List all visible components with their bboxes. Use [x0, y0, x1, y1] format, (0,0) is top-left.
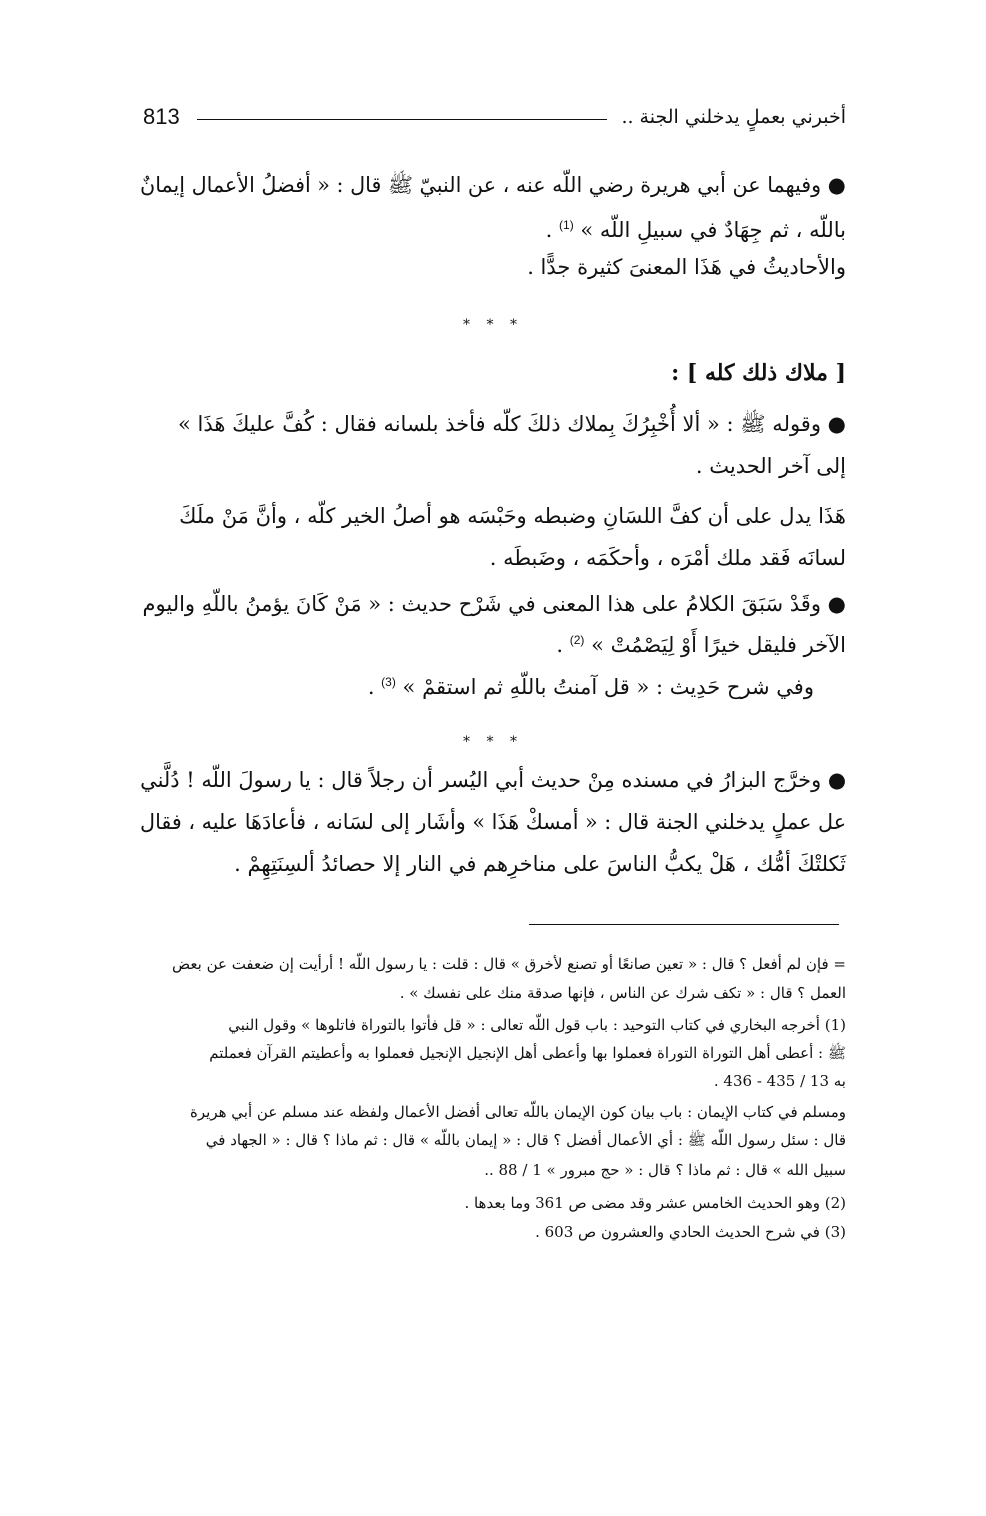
body-line [556, 620, 846, 660]
running-title: أخبرني بعملٍ يدخلني الجنة .. [621, 106, 846, 128]
body-line: ● وفيهما عن أبي هريرة رضي اللّه عنه ، عن النبيّ ﷺ قال : « أفضلُ الأعمال إيمانٌ [140, 173, 846, 197]
section-separator: * * * [463, 734, 523, 750]
section-heading: [ ملاك ذلك كله ] : [671, 360, 846, 386]
footnote-line: ﷺ : أعطى أهل التوراة التوراة فعملوا بها وأعطى أهل الإنجيل الإنجيل فعملوا به وأعطيتم القرآن فعملتم [209, 1044, 846, 1062]
line-end: . [545, 218, 560, 242]
line-end: . [367, 675, 382, 699]
line-text: الآخر فليقل خيرًا أَوْ لِيَصْمُتْ » [591, 633, 846, 657]
body-line: إلى آخر الحديث . [695, 454, 846, 478]
footnote-rule [529, 924, 839, 925]
header-rule [197, 119, 607, 120]
body-line: لسانَه فَقد ملك أمْرَه ، وأحكَمَه ، وضَبطَه . [489, 546, 846, 570]
footnote-line: (3) في شرح الحديث الحادي والعشرون ص 603 . [535, 1223, 846, 1241]
section-separator: * * * [463, 317, 523, 333]
footnote-line: (2) وهو الحديث الخامس عشر وقد مضى ص 361 وما بعدها . [464, 1194, 846, 1212]
body-line: والأحاديثُ في هَذَا المعنىَ كثيرة جدًّا . [527, 255, 846, 279]
line-text: باللّه ، ثم جِهَادٌ في سبيلِ اللّه » [580, 218, 846, 242]
body-line: ثَكلتْكَ أمُّك ، هَلْ يكبُّ الناسَ على مناخرِهم في النار إلا حصائدُ ألسِنَتِهِمْ . [234, 852, 846, 876]
footnote-line: ومسلم في كتاب الإيمان : باب بيان كون الإيمان باللّه تعالى أفضل الأعمال ولفظه عند مسلم عن أبي هريرة [190, 1103, 846, 1121]
footnote-line: سبيل الله » قال : ثم ماذا ؟ قال : « حج مبرور » 1 / 88 .. [484, 1161, 846, 1179]
footnote-line: به 13 / 435 - 436 . [713, 1072, 846, 1090]
body-line: عل عملٍ يدخلني الجنة قال : « أمسكْ هَذَا » وأشَار إلى لسَانه ، فأعادَهَا عليه ، فقال [139, 810, 846, 834]
footnote-ref: (1) [559, 218, 574, 232]
page-header [143, 100, 846, 134]
body-line [546, 205, 846, 245]
body-line: هَذَا يدل على أن كفَّ اللسَانِ وضبطه وحَبْسَه هو أصلُ الخير كلّه ، وأنَّ مَنْ ملَكَ [179, 504, 846, 528]
footnote-line: (1) أخرجه البخاري في كتاب التوحيد : باب قول اللّه تعالى : « قل فأتوا بالتوراة فاتلوها » وقول النبي [228, 1016, 846, 1034]
footnote-ref: (2) [569, 633, 585, 647]
line-end: . [556, 633, 570, 657]
footnote-line: = فإن لم أفعل ؟ قال : « تعين صانعًا أو تصنع لأخرق » قال : قلت : يا رسول اللّه ! أرأيت إن ضعفت عن بعض [172, 955, 846, 973]
footnote-line: قال : سئل رسول اللّه ﷺ : أي الأعمال أفضل ؟ قال : « إيمان باللّه » قال : ثم ماذا ؟ قال : « الجهاد في [205, 1131, 846, 1149]
page-number: 813 [143, 104, 180, 129]
body-line [368, 662, 814, 702]
line-text: وفي شرح حَدِيث : « قل آمنتُ باللّهِ ثم استقمْ » [402, 675, 814, 699]
footnote-ref: (3) [381, 675, 396, 689]
footnote-line: العمل ؟ قال : « تكف شرك عن الناس ، فإنها صدقة منك على نفسك » . [399, 984, 846, 1002]
body-line: ● وقَدْ سَبَقَ الكلامُ على هذا المعنى في شَرْح حديث : « مَنْ كَانَ يؤمنُ باللّهِ واليوم [142, 592, 846, 616]
body-line: ● وقوله ﷺ : « ألا أُخْبِرُكَ بِملاك ذلكَ كلّه فأخذ بلسانه فقال : كُفَّ عليكَ هَذَا » [177, 412, 846, 436]
body-line: ● وخرَّج البزارُ في مسنده مِنْ حديث أبي اليُسر أن رجلاً قال : يا رسولَ اللّه ! دُلَّني [140, 768, 846, 792]
